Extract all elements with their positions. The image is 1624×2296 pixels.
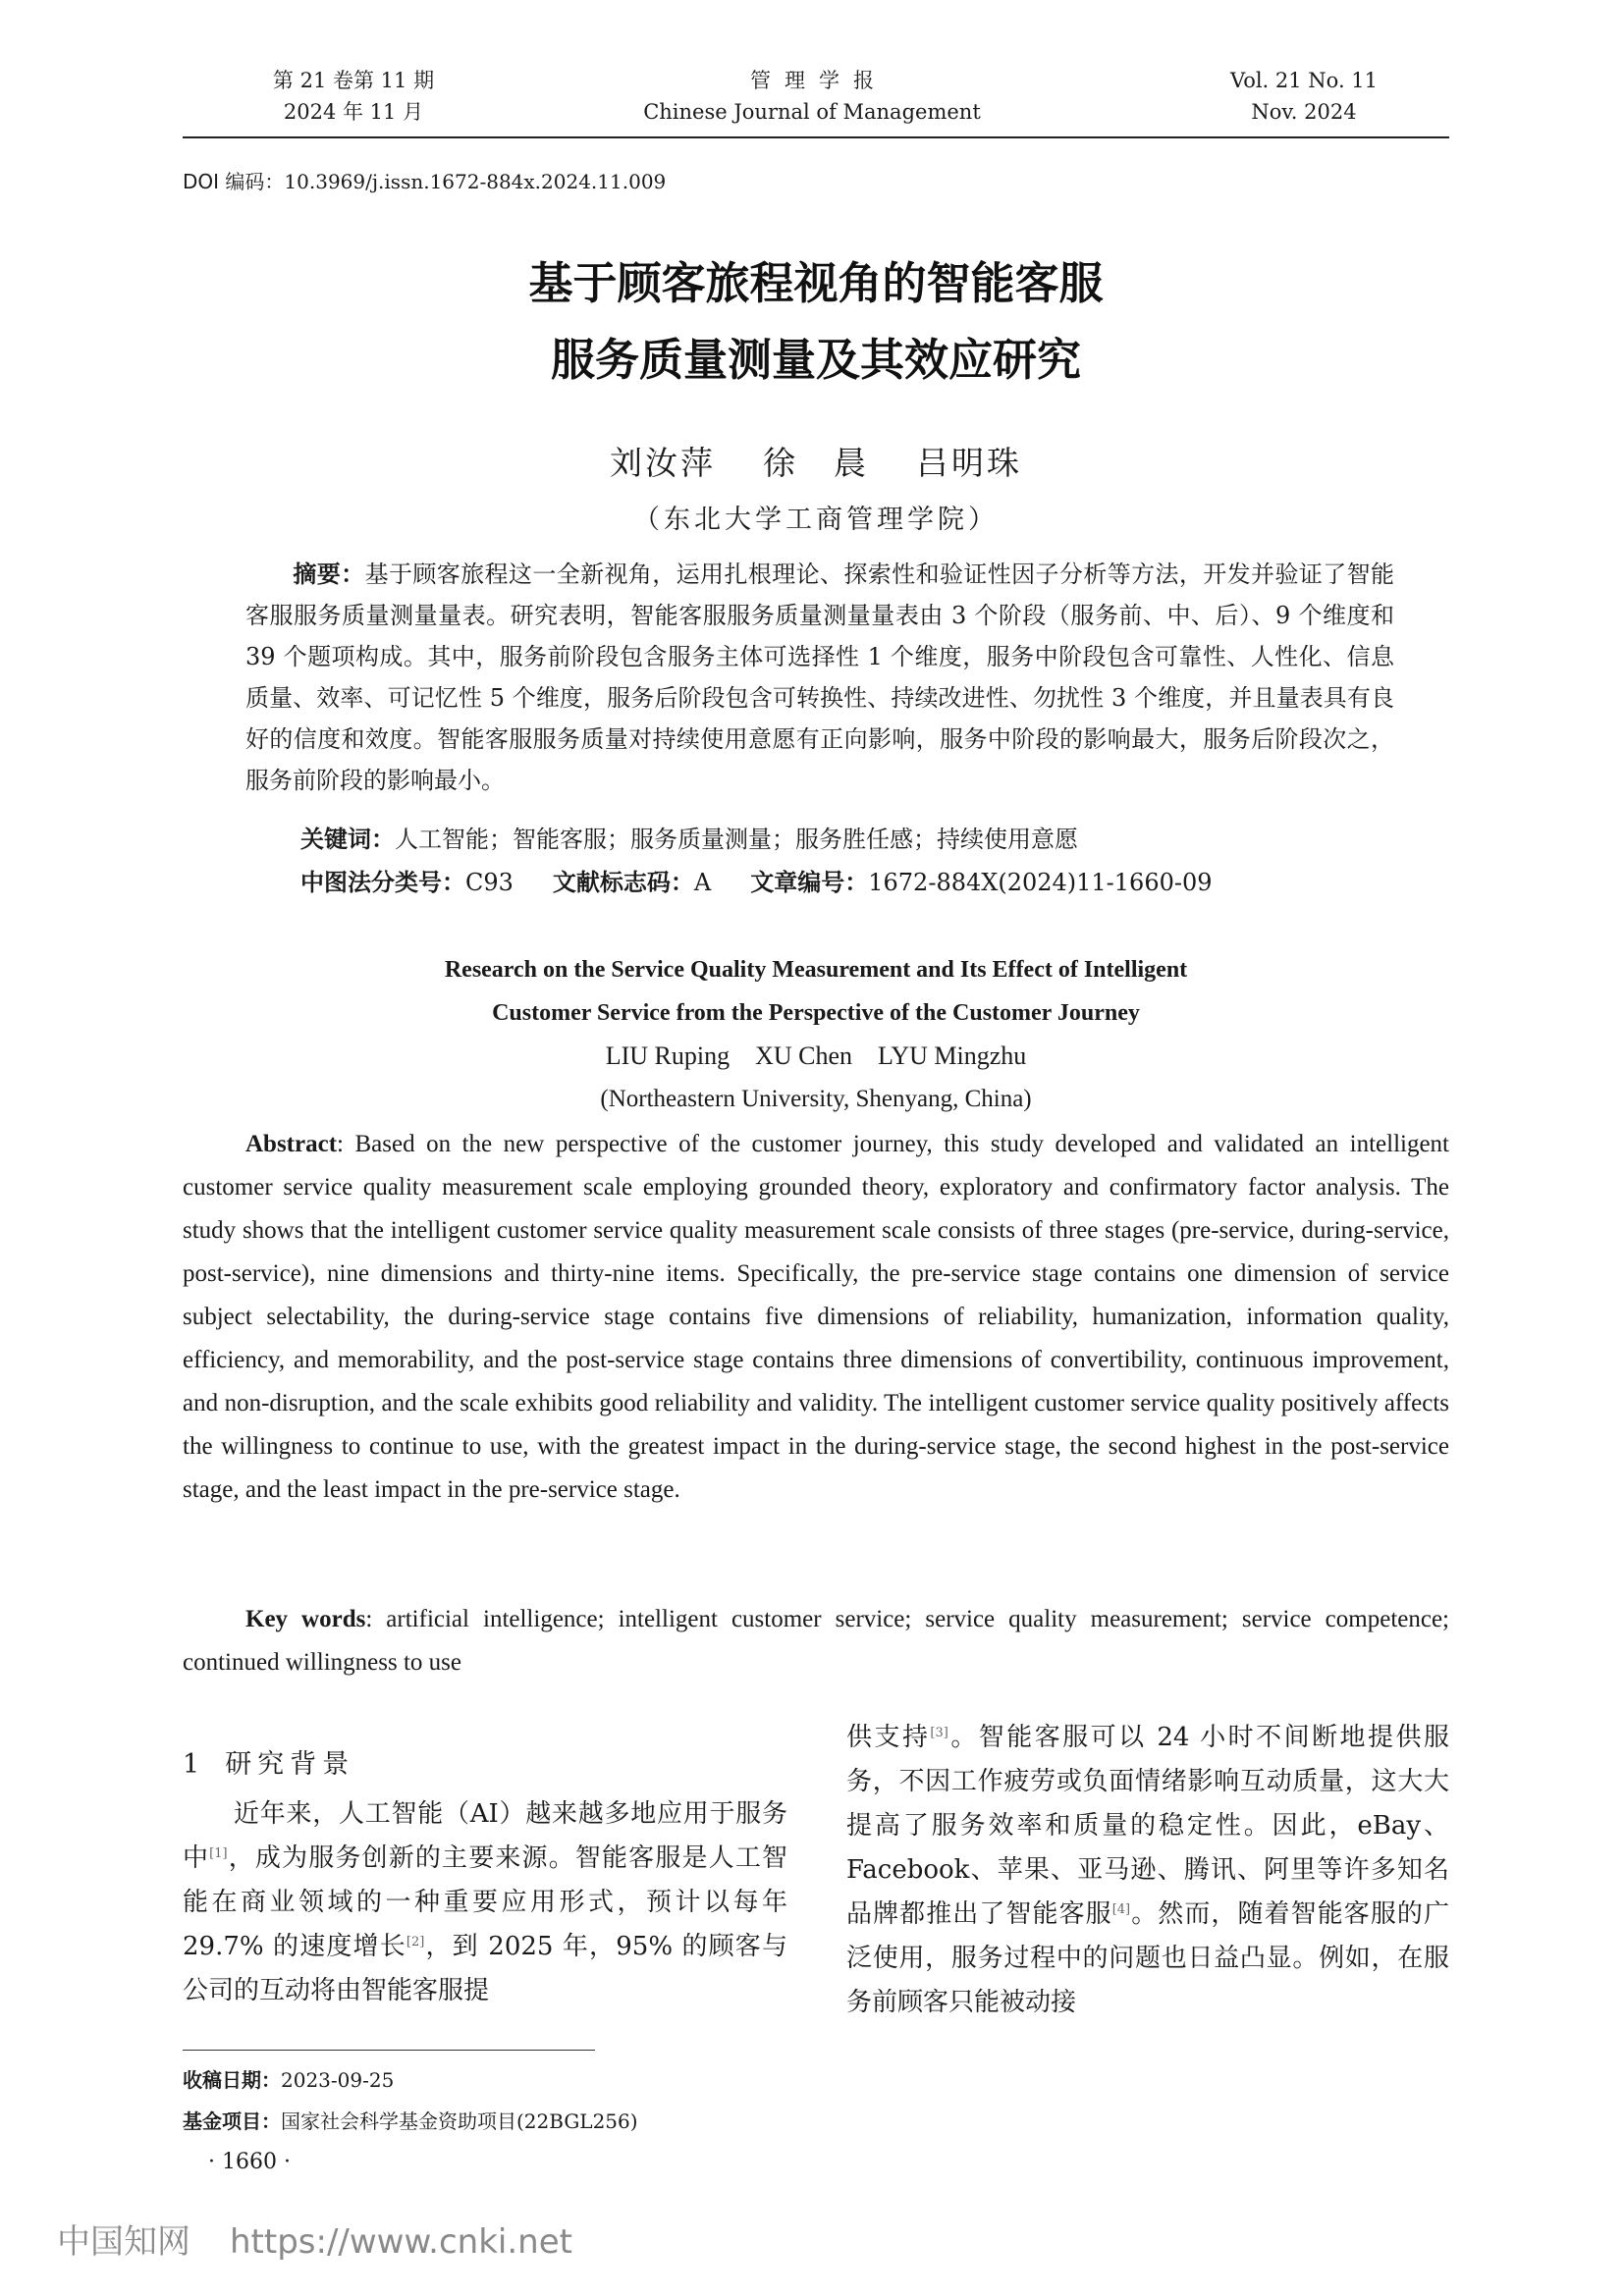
section-heading [183, 1745, 354, 1785]
right-paragraph-part2: 。智能客服可以 24 小时不间断地提供服务，不因工作疲劳或负面情绪影响互动质量，这大大提高了服务效率和质量的稳定性。因此，eBay、Facebook、苹果、亚马逊、腾讯、阿里等许多知名品牌都推出了智能客服 [846, 1723, 1449, 1929]
doc-code-label: 文献标志码： [552, 869, 694, 896]
header-journal [616, 65, 1008, 128]
title-cn-line1: 基于顾客旅程视角的智能客服 [528, 257, 1104, 309]
header-volume-line1: Vol. 21 No. 11 [1229, 69, 1379, 92]
section-number: 1 [183, 1749, 200, 1780]
fund-value: 国家社会科学基金资助项目(22BGL256) [281, 2109, 638, 2133]
title-en-line1: Research on the Service Quality Measurement and Its Effect of Intelligent [444, 957, 1188, 983]
author-cn-2: 徐 晨 [763, 444, 869, 482]
keywords-cn-label: 关键词： [300, 826, 395, 853]
header-issue-line2: 2024 年 11 月 [283, 100, 424, 124]
abstract-cn-text: 基于顾客旅程这一全新视角，运用扎根理论、探索性和验证性因子分析等方法，开发并验证了智能客服服务质量测量量表。研究表明，智能客服服务质量测量量表由 3 个阶段（服务前、中、后）、9 个维度和 39 个题项构成。其中，服务前阶段包含服务主体可选择性 1 个维度，服务中阶段包含可靠性、人性化、信息质量、效率、可记忆性 5 个维度，服务后阶段包含可转换性、持续改进性、勿扰性 3 个维度，并且量表具有良好的信度和效度。智能客服服务质量对持续使用意愿有正向影响，服务中阶段的影响最大，服务后阶段次之，服务前阶段的影响最小。 [245, 561, 1395, 794]
received-date: 2023-09-25 [281, 2068, 395, 2092]
section-title: 研究背景 [225, 1749, 355, 1780]
doi-label: DOI 编码： [183, 170, 285, 193]
abstract-cn [245, 554, 1394, 801]
page-number: · 1660 · [208, 2150, 291, 2174]
article-title-cn [183, 245, 1449, 399]
keywords-en [183, 1598, 1449, 1684]
watermark-url[interactable]: https://www.cnki.net [230, 2222, 572, 2262]
keywords-en-label: Key words [245, 1606, 366, 1632]
abstract-cn-label: 摘要： [293, 561, 365, 588]
citation-2[interactable]: [2] [406, 1935, 425, 1949]
article-number-value: 1672-884X(2024)11-1660-09 [868, 869, 1213, 896]
doi-value[interactable]: 10.3969/j.issn.1672-884x.2024.11.009 [284, 170, 667, 193]
authors-en [183, 1037, 1449, 1076]
keywords-cn-text: 人工智能；智能客服；服务质量测量；服务胜任感；持续使用意愿 [395, 826, 1078, 853]
journal-name-en: Chinese Journal of Management [643, 100, 981, 124]
footnote-fund [183, 2107, 638, 2136]
article-number-label: 文章编号： [750, 869, 869, 896]
abstract-en [183, 1123, 1449, 1512]
affiliation-cn: （东北大学工商管理学院） [633, 505, 999, 535]
header-issue-line1: 第 21 卷第 11 期 [272, 69, 435, 92]
clc-label: 中图法分类号： [300, 869, 465, 896]
left-paragraph-part1: 近年来，人工智能（AI）越来越多地应用于服务中 [183, 1799, 787, 1873]
doi-line [183, 167, 666, 196]
right-paragraph-part3: 。然而，随着智能客服的广泛使用，服务过程中的问题也日益凸显。例如，在服务前顾客只能被动接 [846, 1899, 1449, 2017]
author-en-2: XU Chen [755, 1041, 853, 1070]
abstract-en-text: : Based on the new perspective of the customer journey, this study developed and validated an intelligent customer service quality measurement scale employing grounded theory, exploratory and confirmatory factor analysis. The study shows that the intelligent customer service quality measurement scale consists of three stages (pre-service, during-service, post-service), nine dimensions and thirty-nine items. Specifically, the pre-service stage contains one dimension of service subject selectability, the during-service stage contains five dimensions of reliability, humanization, information quality, efficiency, and memorability, and the post-service stage contains three dimensions of convertibility, continuous improvement, and non-disruption, and the scale exhibits good reliability and validity. The intelligent customer service quality positively affects the willingness to continue to use, with the greatest impact in the during-service stage, the second highest in the post-service stage, and the least impact in the pre-service stage. [183, 1131, 1449, 1503]
body-column-left [183, 1792, 787, 2013]
journal-name-cn: 管理学报 [750, 69, 888, 92]
doc-code-value: A [693, 869, 712, 896]
cnki-watermark [57, 2220, 572, 2264]
keywords-cn [300, 819, 1394, 860]
authors-cn [183, 440, 1449, 487]
header-issue [255, 65, 452, 128]
keywords-en-text: : artificial intelligence; intelligent customer service; service quality measurement; service competence; continued willingness to use [183, 1606, 1449, 1676]
article-title-en [183, 948, 1449, 1035]
citation-4[interactable]: [4] [1111, 1902, 1131, 1917]
citation-3[interactable]: [3] [930, 1726, 948, 1740]
header-rule [183, 136, 1449, 138]
abstract-en-label: Abstract [245, 1131, 338, 1157]
author-cn-3: 吕明珠 [916, 444, 1022, 482]
affiliation-en: (Northeastern University, Shenyang, China) [600, 1086, 1032, 1112]
classification-line [300, 862, 1394, 903]
fund-label: 基金项目： [183, 2109, 281, 2133]
received-label: 收稿日期： [183, 2068, 281, 2092]
header-volume [1196, 65, 1412, 128]
footnote-rule [183, 2050, 595, 2051]
body-column-right [846, 1716, 1449, 2025]
right-paragraph-part1: 供支持 [846, 1723, 931, 1752]
left-paragraph-part3: ，到 2025 年，95% 的顾客与公司的互动将由智能客服提 [183, 1932, 787, 2005]
watermark-brand: 中国知网 [57, 2222, 190, 2262]
left-paragraph-part2: ，成为服务创新的主要来源。智能客服是人工智能在商业领域的一种重要应用形式，预计以每年 29.7% 的速度增长 [183, 1843, 787, 1961]
author-cn-1: 刘汝萍 [610, 444, 716, 482]
title-en-line2: Customer Service from the Perspective of the Customer Journey [492, 1000, 1140, 1026]
title-cn-line2: 服务质量测量及其效应研究 [550, 334, 1081, 386]
author-en-1: LIU Ruping [605, 1041, 731, 1070]
citation-1[interactable]: [1] [209, 1846, 228, 1861]
clc-value: C93 [465, 869, 514, 896]
author-en-3: LYU Mingzhu [878, 1041, 1027, 1070]
header-volume-line2: Nov. 2024 [1251, 100, 1357, 124]
footnote-received [183, 2065, 394, 2095]
